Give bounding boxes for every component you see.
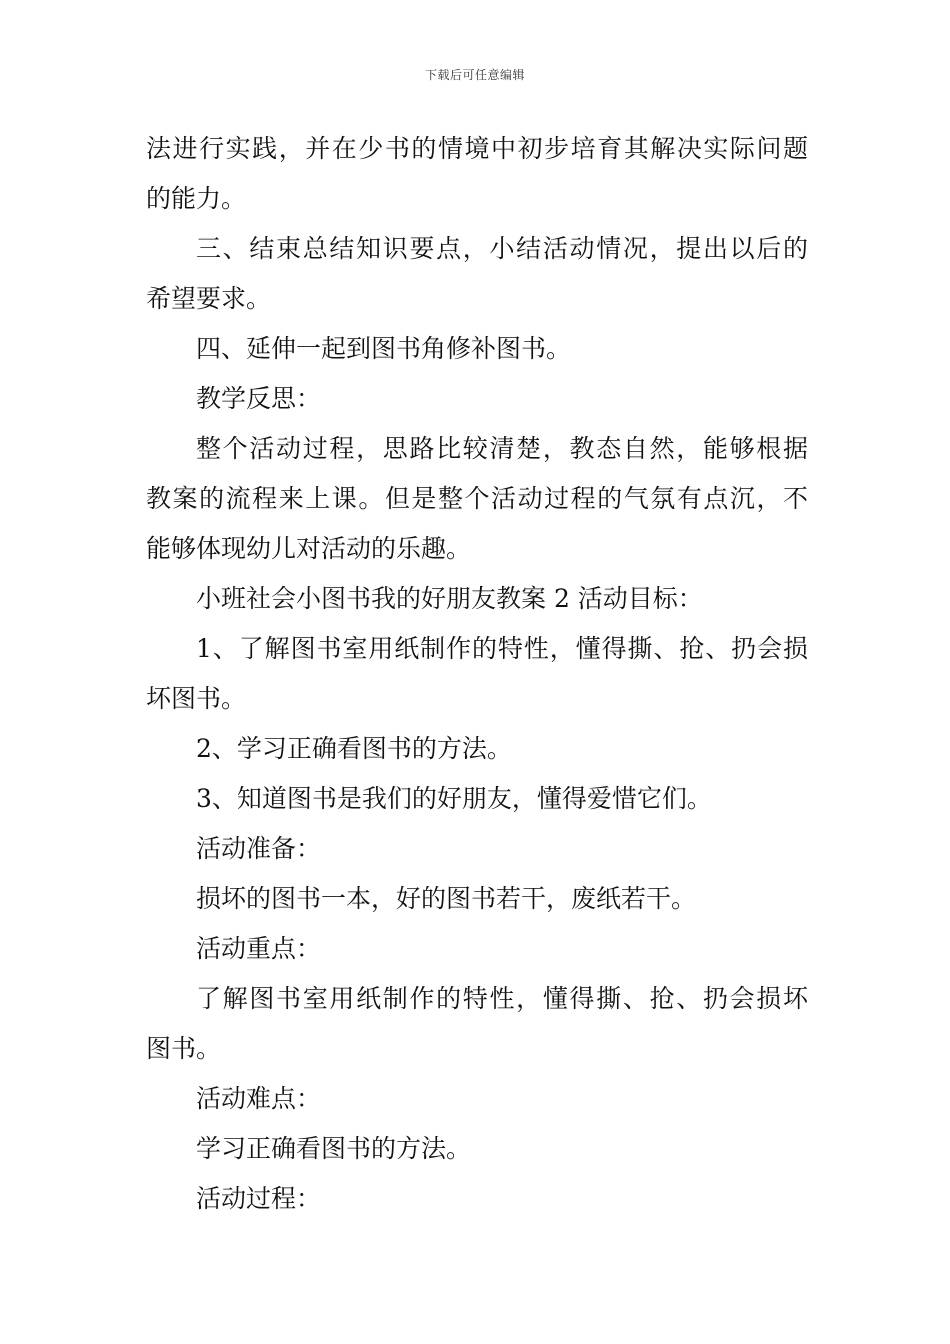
text-line: 四、延伸一起到图书角修补图书。 (196, 334, 572, 363)
text-line: 整个活动过程，思路比较清楚，教态自然，能够根据 (196, 434, 808, 463)
text-line: 的能力。 (146, 184, 247, 213)
text-line: 图书。 (146, 1034, 222, 1063)
text-line: 小班社会小图书我的好朋友教案 2 活动目标： (196, 584, 703, 613)
text-line: 损坏的图书一本，好的图书若干，废纸若干。 (196, 884, 697, 913)
text-line: 1、了解图书室用纸制作的特性，懂得撕、抢、扔会损 (196, 634, 808, 663)
text-line: 能够体现幼儿对活动的乐趣。 (146, 534, 472, 563)
text-line: 学习正确看图书的方法。 (196, 1134, 472, 1163)
text-line: 教学反思： (196, 384, 322, 413)
text-line: 2、学习正确看图书的方法。 (196, 734, 512, 763)
document-body (146, 124, 808, 1224)
text-line: 活动过程： (196, 1184, 322, 1213)
text-line: 活动难点： (196, 1084, 322, 1113)
text-line: 了解图书室用纸制作的特性，懂得撕、抢、扔会损坏 (196, 984, 808, 1013)
text-line: 法进行实践，并在少书的情境中初步培育其解决实际问题 (146, 134, 808, 163)
text-line: 三、结束总结知识要点，小结活动情况，提出以后的 (196, 234, 808, 263)
text-line: 教案的流程来上课。但是整个活动过程的气氛有点沉，不 (146, 484, 808, 513)
text-line: 希望要求。 (146, 284, 272, 313)
page-header: 下载后可任意编辑 (424, 68, 525, 82)
text-line: 3、知道图书是我们的好朋友，懂得爱惜它们。 (196, 784, 712, 813)
text-line: 活动准备： (196, 834, 322, 863)
text-line: 坏图书。 (146, 684, 247, 713)
text-line: 活动重点： (196, 934, 322, 963)
